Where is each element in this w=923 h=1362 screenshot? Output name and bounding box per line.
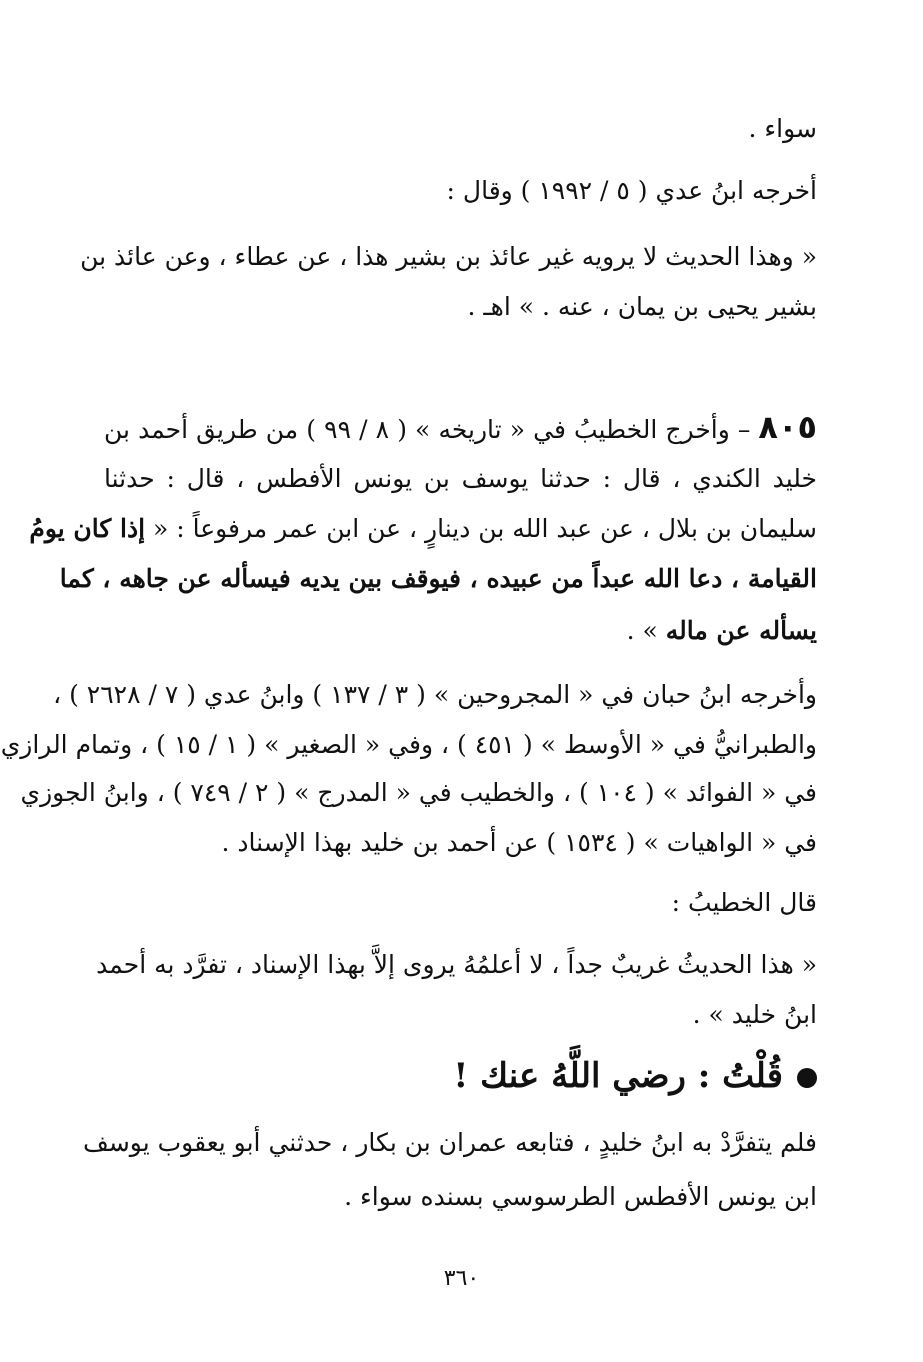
conclusion-line-1: فلم يتفرَّدْ به ابنُ خليدٍ ، فتابعه عمران بن بكار ، حدثني أبو يعقوب يوسف [82, 1128, 817, 1157]
hadith-matn-start: إذا كان يومُ [29, 514, 146, 543]
khatib-said-line: قال الخطيبُ : [671, 888, 817, 917]
hadith-matn-close: » . [626, 616, 666, 645]
hadith-matn-line-2: القيامة ، دعا الله عبداً من عبيده ، فيوقف بين يديه فيسأله عن جاهه ، كما [59, 564, 817, 593]
takhrij-line-3: في « الفوائد » ( ١٠٤ ) ، والخطيب في « المدرج » ( ٢ / ٧٤٩ ) ، وابنُ الجوزي [20, 778, 817, 807]
hadith-805-line-1 [104, 410, 817, 447]
page-number: ٣٦٠ [443, 1266, 480, 1291]
hadith-matn-end: يسأله عن ماله [665, 616, 817, 645]
takhrij-line-1: وأخرجه ابنُ حبان في « المجروحين » ( ٣ / ١٣٧ ) وابنُ عدي ( ٧ / ٢٦٢٨ ) ، [53, 680, 817, 709]
hadith-805-line-3-text: سليمان بن بلال ، عن عبد الله بن دينارٍ ، عن ابن عمر مرفوعاً : « [145, 514, 817, 543]
conclusion-line-2: ابن يونس الأفطس الطرسوسي بسنده سواء . [344, 1182, 817, 1211]
hadith-805-line-2: خليد الكندي ، قال : حدثنا يوسف بن يونس الأفطس ، قال : حدثنا [104, 464, 817, 493]
bullet-icon [797, 1068, 817, 1088]
quote-line-1: « وهذا الحديث لا يرويه غير عائذ بن بشير هذا ، عن عطاء ، وعن عائذ بن [80, 242, 817, 271]
hadith-number: ٨٠٥ [758, 408, 817, 446]
khatib-quote-line-2: ابنُ خليد » . [692, 1000, 817, 1029]
takhrij-line-2: والطبرانيُّ في « الأوسط » ( ٤٥١ ) ، وفي « الصغير » ( ١ / ١٥ ) ، وتمام الرازي [0, 730, 817, 759]
hadith-805-line-3 [29, 512, 817, 546]
text-line-2: أخرجه ابنُ عدي ( ٥ / ١٩٩٢ ) وقال : [446, 176, 817, 205]
khatib-quote-line-1: « هذا الحديثُ غريبٌ جداً ، لا أعلمُهُ يروى إلاَّ بهذا الإسناد ، تفرَّد به أحمد [96, 950, 817, 979]
takhrij-line-4: في « الواهيات » ( ١٥٣٤ ) عن أحمد بن خليد بهذا الإسناد . [221, 828, 817, 857]
quote-line-2: بشير يحيى بن يمان ، عنه . » اهـ . [467, 292, 817, 321]
section-heading-text: قُلْتُ : رضي اللَّهُ عنك ! [453, 1056, 783, 1096]
hadith-matn-line-3 [627, 614, 817, 648]
text-line-1: سواء . [748, 114, 817, 143]
section-heading [453, 1046, 817, 1106]
hadith-805-line-1-text: – وأخرج الخطيبُ في « تاريخه » ( ٨ / ٩٩ ) من طريق أحمد بن [104, 415, 751, 444]
